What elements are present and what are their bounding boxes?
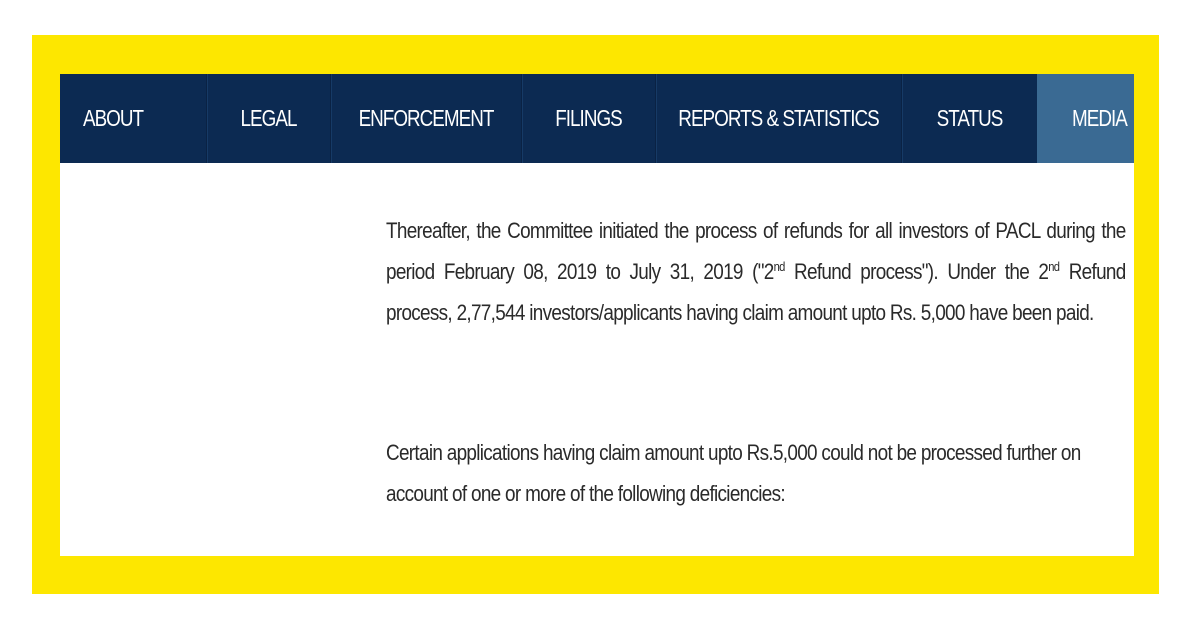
- nav-item-reports-statistics[interactable]: REPORTS & STATISTICS: [678, 105, 879, 131]
- nav-item-filings[interactable]: FILINGS: [555, 105, 622, 131]
- nav-item-media[interactable]: [1037, 74, 1134, 163]
- nav-divider: [206, 74, 207, 163]
- nav-item-about[interactable]: ABOUT: [82, 105, 144, 131]
- para1-superscript-1: nd: [773, 259, 785, 274]
- para1-part2: Refund process"). Under the 2: [784, 259, 1049, 284]
- nav-divider: [521, 74, 522, 163]
- nav-item-enforcement[interactable]: ENFORCEMENT: [358, 105, 494, 131]
- deficiencies-paragraph: Certain applications having claim amount upto Rs.5,000 could not be processed further on account of one or more of the following deficiencies:: [386, 440, 1081, 506]
- nav-divider: [901, 74, 902, 163]
- nav-item-legal[interactable]: LEGAL: [240, 105, 297, 131]
- para1-part3: Refund process, 2,77,544 investors/applicants having claim amount upto Rs. 5,000 have been paid.: [386, 259, 1126, 325]
- nav-divider: [655, 74, 656, 163]
- para1-superscript-2: nd: [1048, 259, 1060, 274]
- para1-part1: Thereafter, the Committee initiated the process of refunds for all investors of PACL during the period February 08, 2019 to July 31, 2019 ("2: [386, 218, 1126, 284]
- screenshot-panel: [60, 74, 1134, 556]
- main-navigation: [60, 74, 1134, 163]
- nav-item-media-label: MEDIA: [1071, 105, 1127, 131]
- refund-paragraph: [386, 210, 1126, 333]
- nav-item-status[interactable]: STATUS: [936, 105, 1003, 131]
- nav-divider: [330, 74, 331, 163]
